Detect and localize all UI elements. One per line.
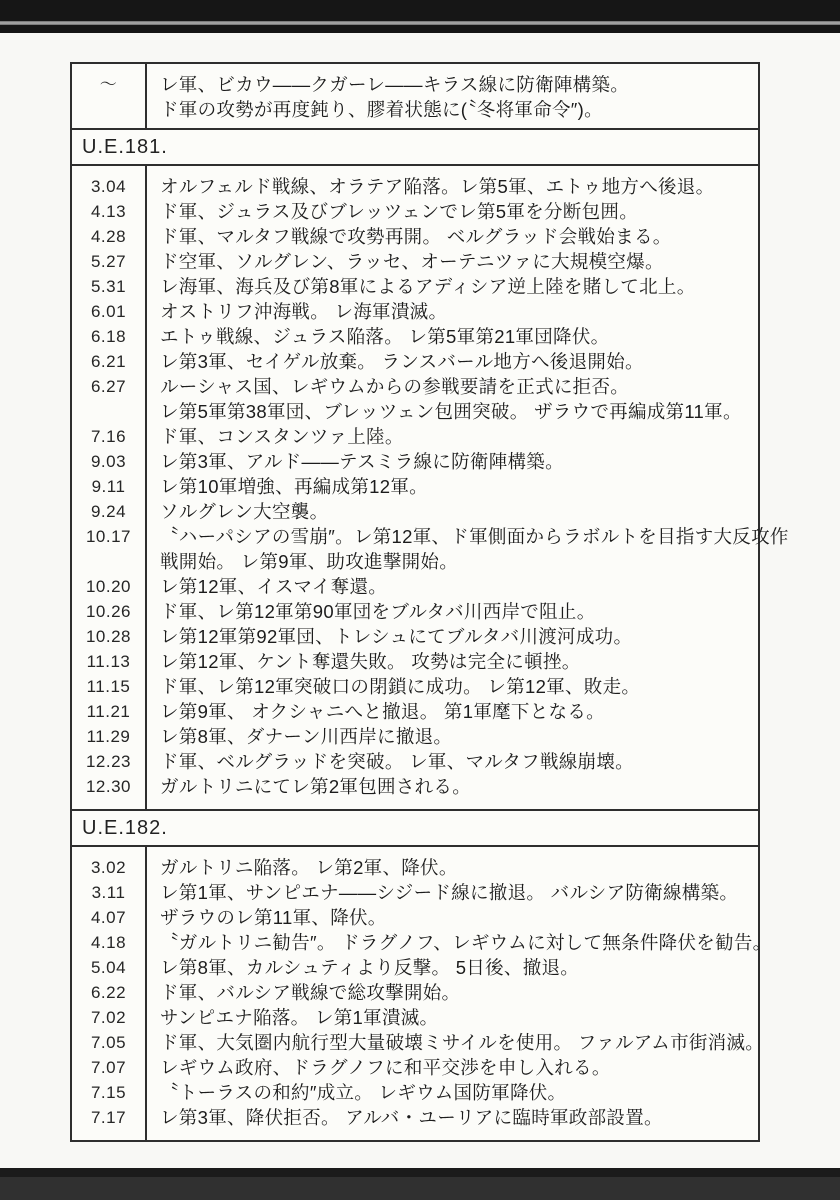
timeline-row [72,724,758,749]
scan-gutter-top [0,0,840,33]
timeline-row [72,324,758,349]
timeline-row [72,674,758,699]
timeline-entry-line: レ軍、ビカウ——クガーレ——キラス線に防衛陣構築。 [160,74,630,95]
timeline-row [72,499,758,524]
timeline-entry-line: 戦開始。 レ第9軍、助攻進撃開始。 [160,551,459,572]
timeline-entry-line: オストリフ沖海戦。 レ海軍潰滅。 [160,301,448,322]
timeline-entry-line: レ第5軍第38軍団、ブレッツェン包囲突破。 ザラウで再編成第11軍。 [160,401,742,422]
timeline-date: 3.02 [90,858,127,877]
timeline-date: 4.18 [90,933,127,952]
timeline-entry-line: ザラウのレ第11軍、降伏。 [160,907,387,928]
timeline-entry-line: レ第3軍、アルド——テスミラ線に防衛陣構築。 [160,451,564,472]
timeline-entry-line: ガルトリニにてレ第2軍包囲される。 [160,776,472,797]
timeline-date: 7.17 [90,1108,127,1127]
timeline-date: 9.03 [90,452,127,471]
timeline-row [72,374,758,399]
timeline-entry-line: サンピエナ陥落。 レ第1軍潰滅。 [160,1007,439,1028]
timeline-date: 7.05 [90,1033,127,1052]
timeline-date: 5.27 [90,252,127,271]
timeline-entry-line: レ第10軍増強、再編成第12軍。 [160,476,428,497]
timeline-entry-line: ド軍、ジュラス及びブレッツェンでレ第5軍を分断包囲。 [160,201,639,222]
timeline-entry [145,449,758,474]
timeline-date: 11.29 [86,727,131,746]
timeline-entry-line: 〝トーラスの和約″成立。 レギウム国防軍降伏。 [160,1082,567,1103]
timeline-entry [145,524,799,574]
timeline-entry-line: レ第3軍、降伏拒否。 アルバ・ユーリアに臨時軍政部設置。 [160,1107,663,1128]
timeline-entry [145,905,758,930]
timeline-entry-line: レ第12軍、ケント奪還失敗。 攻勢は完全に頓挫。 [160,651,581,672]
timeline-entry [145,174,758,199]
timeline-date: 5.31 [90,277,127,296]
timeline-entry-line: ド軍、レ第12軍突破口の閉鎖に成功。 レ第12軍、敗走。 [160,676,641,697]
timeline-entry [145,624,758,649]
timeline-entry [145,955,758,980]
timeline-entry [145,72,758,122]
timeline-entry-line: エトゥ戦線、ジュラス陥落。 レ第5軍第21軍団降伏。 [160,326,610,347]
timeline-entry-line: レギウム政府、ドラグノフに和平交渉を申し入れる。 [160,1057,611,1078]
timeline-date: 9.11 [91,477,126,496]
timeline-entry-line: ド軍、マルタフ戦線で攻勢再開。 ベルグラッド会戦始まる。 [160,226,672,247]
timeline-date: 11.15 [86,677,131,696]
timeline-date: 3.11 [91,883,126,902]
timeline-date: 6.21 [90,352,127,371]
timeline-entry-line: レ第1軍、サンピエナ——シジード線に撤退。 バルシア防衛線構築。 [160,882,739,903]
timeline-entry-line: ルーシャス国、レギウムからの参戦要請を正式に拒否。 [160,376,630,397]
timeline-row [72,699,758,724]
era-header [72,809,758,847]
timeline-entry-line: ド軍、コンスタンツァ上陸。 [160,426,404,447]
timeline-entry-line: ガルトリニ陥落。 レ第2軍、降伏。 [160,857,458,878]
timeline-row [72,1080,758,1105]
timeline-row [72,449,758,474]
timeline-entry [145,249,758,274]
timeline-date: 7.16 [90,427,127,446]
timeline-entry [145,574,758,599]
timeline-date: 12.30 [85,777,132,796]
timeline-date: 10.20 [85,577,132,596]
timeline-entry-line: レ第8軍、ダナーン川西岸に撤退。 [160,726,453,747]
timeline-entry [145,324,758,349]
timeline-row [72,72,758,122]
timeline-date: 11.21 [86,702,131,721]
timeline-date: 5.04 [90,958,127,977]
timeline-entry [145,274,758,299]
timeline-date: 〜 [99,75,118,94]
timeline-date: 7.02 [90,1008,127,1027]
timeline-row [72,1030,765,1055]
timeline-entry [145,374,758,399]
timeline-date: 4.07 [90,908,127,927]
timeline-entry [145,299,758,324]
timeline-row [72,980,758,1005]
timeline-row [72,599,758,624]
timeline-row [72,199,758,224]
timeline-entry-line: オルフェルド戦線、オラテア陥落。レ第5軍、エトゥ地方へ後退。 [160,176,715,197]
timeline-date: 10.28 [85,627,132,646]
timeline-row [72,524,789,574]
timeline-row [72,905,758,930]
timeline-entry-line: ド軍、大気圏内航行型大量破壊ミサイルを使用。 ファルアム市街消滅。 [160,1032,765,1053]
timeline-date: 11.13 [86,652,131,671]
timeline-date: 10.17 [85,527,132,546]
timeline-entry-line: 〝ハーパシアの雪崩″。レ第12軍、ド軍側面からラボルトを目指す大反攻作 [160,526,789,547]
timeline-entry [145,749,758,774]
timeline-date: 12.23 [85,752,132,771]
timeline-row [72,574,758,599]
timeline-entry [145,474,758,499]
timeline-entry-line: レ第12軍第92軍団、トレシュにてブルタバ川渡河成功。 [160,626,633,647]
timeline-row [72,930,772,955]
timeline-row [72,1055,758,1080]
era-header [72,128,758,166]
timeline-date: 6.27 [90,377,127,396]
chronology-table [70,62,789,1142]
timeline-entry [145,349,758,374]
timeline-date: 4.13 [90,202,127,221]
timeline-entry-line: ド軍、レ第12軍第90軍団をブルタバ川西岸で阻止。 [160,601,596,622]
timeline-entry-line: ソルグレン大空襲。 [160,501,329,522]
timeline-row [72,1105,758,1130]
timeline-entry-line: レ第8軍、カルシュティより反撃。 5日後、撤退。 [160,957,580,978]
timeline-row [72,349,758,374]
timeline-row [72,880,758,905]
timeline-row [72,624,758,649]
timeline-date: 3.04 [90,177,127,196]
timeline-row [72,1005,758,1030]
timeline-entry-line: ド軍、ベルグラッドを突破。 レ軍、マルタフ戦線崩壊。 [160,751,634,772]
timeline-entry [145,649,758,674]
timeline-entry [145,880,758,905]
timeline-entry [145,1055,758,1080]
timeline-entry [145,1080,758,1105]
timeline-section-prelude [72,64,758,128]
timeline-entry [145,1005,758,1030]
timeline-entry [145,199,758,224]
timeline-entry-line: 〝ガルトリニ勧告″。 ドラグノフ、レギウムに対して無条件降伏を勧告。 [160,932,772,953]
timeline-date: 10.26 [85,602,132,621]
timeline-entry-line: レ第9軍、 オクシャニへと撤退。 第1軍麾下となる。 [160,701,605,722]
timeline-entry [145,774,758,799]
timeline-entry-line: レ第12軍、イスマイ奪還。 [160,576,388,597]
timeline-row [72,224,758,249]
timeline-entry-line: ド空軍、ソルグレン、ラッセ、オーテニツァに大規模空爆。 [160,251,664,272]
timeline-entry [145,1105,758,1130]
timeline-entry [145,930,782,955]
timeline-date: 6.01 [90,302,127,321]
timeline-date: 7.15 [90,1083,127,1102]
scan-gutter-stripe [0,21,840,25]
timeline-row [72,649,758,674]
timeline-entry [145,674,758,699]
timeline-row [72,299,758,324]
timeline-entry [145,224,758,249]
timeline-row [72,855,758,880]
timeline-row [72,274,758,299]
timeline-row [72,749,758,774]
timeline-date: 9.24 [90,502,127,521]
timeline-row [72,774,758,799]
timeline-entry [145,1030,774,1055]
timeline-entry [145,424,758,449]
timeline-date: 7.07 [90,1058,127,1077]
timeline-date: 4.28 [90,227,127,246]
timeline-entry-line: レ第3軍、セイゲル放棄。 ランスバール地方へ後退開始。 [160,351,644,372]
timeline-date: 6.22 [90,983,127,1002]
timeline-section-ue181 [72,166,789,809]
scan-gutter-bottom [0,1168,840,1200]
timeline-entry [145,399,758,424]
era-header-label: U.E.181. [82,135,168,158]
timeline-row [72,249,758,274]
timeline-row [72,399,758,424]
timeline-row [72,474,758,499]
timeline-row [72,174,758,199]
timeline-entry [145,699,758,724]
timeline-entry [145,499,758,524]
timeline-date: 6.18 [90,327,127,346]
timeline-entry-line: ド軍の攻勢が再度鈍り、膠着状態に(〝冬将軍命令″)。 [160,99,603,120]
timeline-entry [145,599,758,624]
timeline-entry [145,724,758,749]
timeline-row [72,424,758,449]
timeline-entry [145,980,758,1005]
timeline-entry-line: ド軍、バルシア戦線で総攻撃開始。 [160,982,461,1003]
timeline-section-ue182 [72,847,772,1140]
timeline-row [72,955,758,980]
era-header-label: U.E.182. [82,816,168,839]
timeline-entry [145,855,758,880]
timeline-entry-line: レ海軍、海兵及び第8軍によるアディシア逆上陸を賭して北上。 [160,276,696,297]
